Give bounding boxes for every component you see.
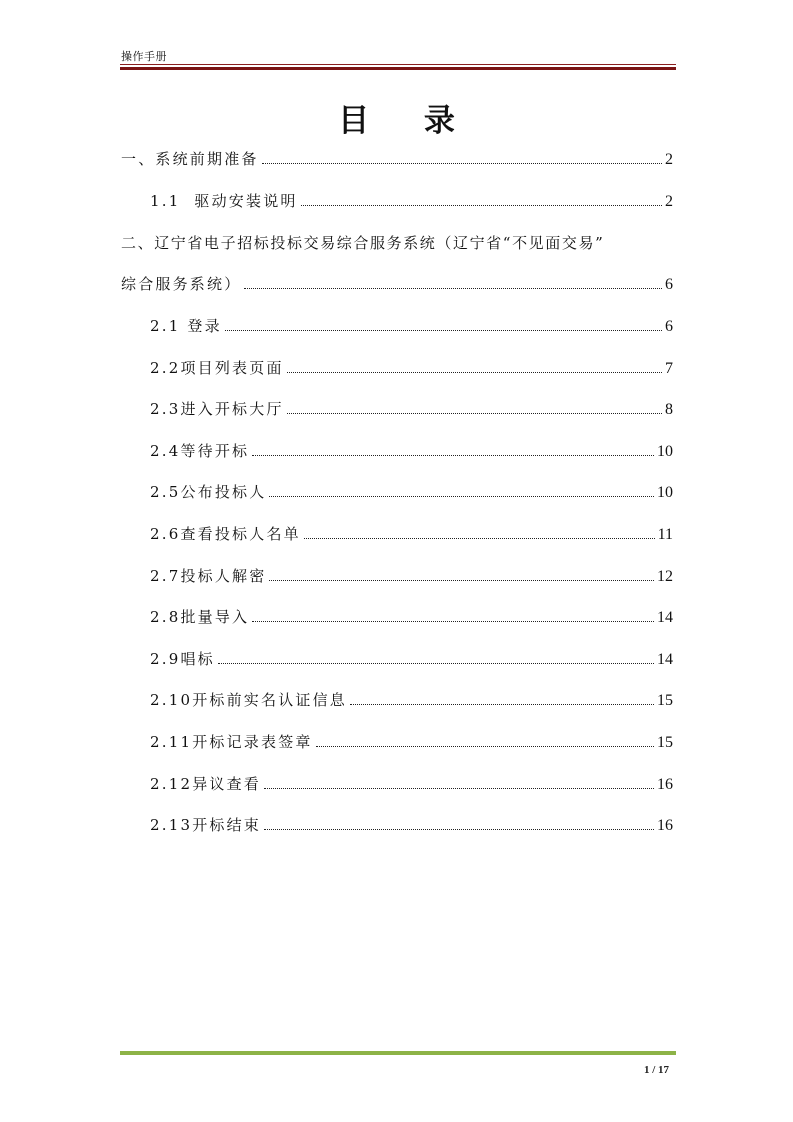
toc-entry[interactable] bbox=[150, 481, 673, 504]
toc-entry-page: 6 bbox=[665, 318, 673, 335]
toc-entry-page: 16 bbox=[657, 776, 673, 793]
toc-entry-text: 2.13开标结束 bbox=[150, 816, 261, 834]
page-number: 1 / 17 bbox=[643, 1064, 669, 1076]
toc-entry-text: 2.5公布投标人 bbox=[150, 483, 267, 501]
toc-entry-text: 2.3进入开标大厅 bbox=[150, 400, 284, 418]
toc-entry-page: 8 bbox=[665, 401, 673, 418]
dot-leader bbox=[316, 745, 654, 747]
toc-entry-page: 7 bbox=[665, 360, 673, 377]
toc-entry-page: 2 bbox=[665, 151, 673, 168]
toc-entry[interactable] bbox=[150, 606, 673, 629]
dot-leader bbox=[301, 204, 662, 206]
toc-entry-page: 16 bbox=[657, 817, 673, 834]
toc-entry-text: 2.8批量导入 bbox=[150, 608, 250, 626]
toc-entry[interactable] bbox=[150, 731, 673, 754]
toc-entry-text: 2.11开标记录表签章 bbox=[150, 733, 313, 751]
toc-entry-text: 2.7投标人解密 bbox=[150, 567, 267, 585]
toc-entry-text-line1[interactable]: 二、辽宁省电子招标投标交易综合服务系统（辽宁省“不见面交易” bbox=[121, 234, 605, 252]
toc-entry-page: 10 bbox=[657, 484, 673, 501]
toc-entry[interactable] bbox=[150, 773, 673, 796]
toc-entry-page: 10 bbox=[657, 443, 673, 460]
toc-entry[interactable] bbox=[150, 523, 673, 546]
footer-divider bbox=[120, 1051, 676, 1055]
dot-leader bbox=[264, 828, 654, 830]
dot-leader bbox=[269, 495, 654, 497]
dot-leader bbox=[225, 329, 662, 331]
toc-entry-text: 一、系统前期准备 bbox=[121, 150, 259, 168]
dot-leader bbox=[218, 662, 654, 664]
toc-entry[interactable] bbox=[150, 648, 673, 671]
toc-entry[interactable] bbox=[150, 440, 673, 463]
toc-entry-page: 14 bbox=[657, 651, 673, 668]
toc-entry-page: 2 bbox=[665, 193, 673, 210]
toc-entry-page: 15 bbox=[657, 734, 673, 751]
dot-leader bbox=[304, 537, 655, 539]
toc-entry-page: 12 bbox=[657, 568, 673, 585]
toc-entry[interactable] bbox=[121, 148, 673, 171]
toc-entry[interactable] bbox=[121, 273, 673, 296]
header-label: 操作手册 bbox=[121, 50, 167, 63]
dot-leader bbox=[350, 703, 654, 705]
dot-leader bbox=[264, 787, 654, 789]
page-title: 目 录 bbox=[338, 103, 477, 139]
toc-entry[interactable] bbox=[150, 315, 673, 338]
dot-leader bbox=[269, 579, 654, 581]
toc-entry-text: 综合服务系统） bbox=[121, 275, 242, 293]
dot-leader bbox=[287, 371, 662, 373]
toc-entry-text: 2.10开标前实名认证信息 bbox=[150, 691, 347, 709]
header-divider-thick bbox=[120, 67, 676, 70]
toc-entry[interactable] bbox=[150, 190, 673, 213]
dot-leader bbox=[244, 287, 662, 289]
toc-entry-page: 11 bbox=[657, 526, 673, 543]
toc-entry-text: 2.9唱标 bbox=[150, 650, 215, 668]
toc-entry-page: 14 bbox=[657, 609, 673, 626]
toc-entry[interactable] bbox=[150, 398, 673, 421]
toc-entry[interactable] bbox=[150, 689, 673, 712]
toc-entry-text: 2.6查看投标人名单 bbox=[150, 525, 301, 543]
dot-leader bbox=[252, 454, 654, 456]
dot-leader bbox=[252, 620, 654, 622]
toc-entry-page: 6 bbox=[665, 276, 673, 293]
dot-leader bbox=[287, 412, 662, 414]
toc-entry[interactable] bbox=[150, 357, 673, 380]
toc-entry-text: 1.1 驱动安装说明 bbox=[150, 192, 298, 210]
toc-entry[interactable] bbox=[150, 814, 673, 837]
dot-leader bbox=[262, 162, 662, 164]
toc-entry-text: 2.2项目列表页面 bbox=[150, 359, 284, 377]
toc-entry[interactable] bbox=[150, 565, 673, 588]
toc-entry-page: 15 bbox=[657, 692, 673, 709]
toc-entry-text: 2.1 登录 bbox=[150, 317, 222, 335]
toc-entry-text: 2.12异议查看 bbox=[150, 775, 261, 793]
header-divider bbox=[120, 64, 676, 65]
toc-entry-text: 2.4等待开标 bbox=[150, 442, 250, 460]
